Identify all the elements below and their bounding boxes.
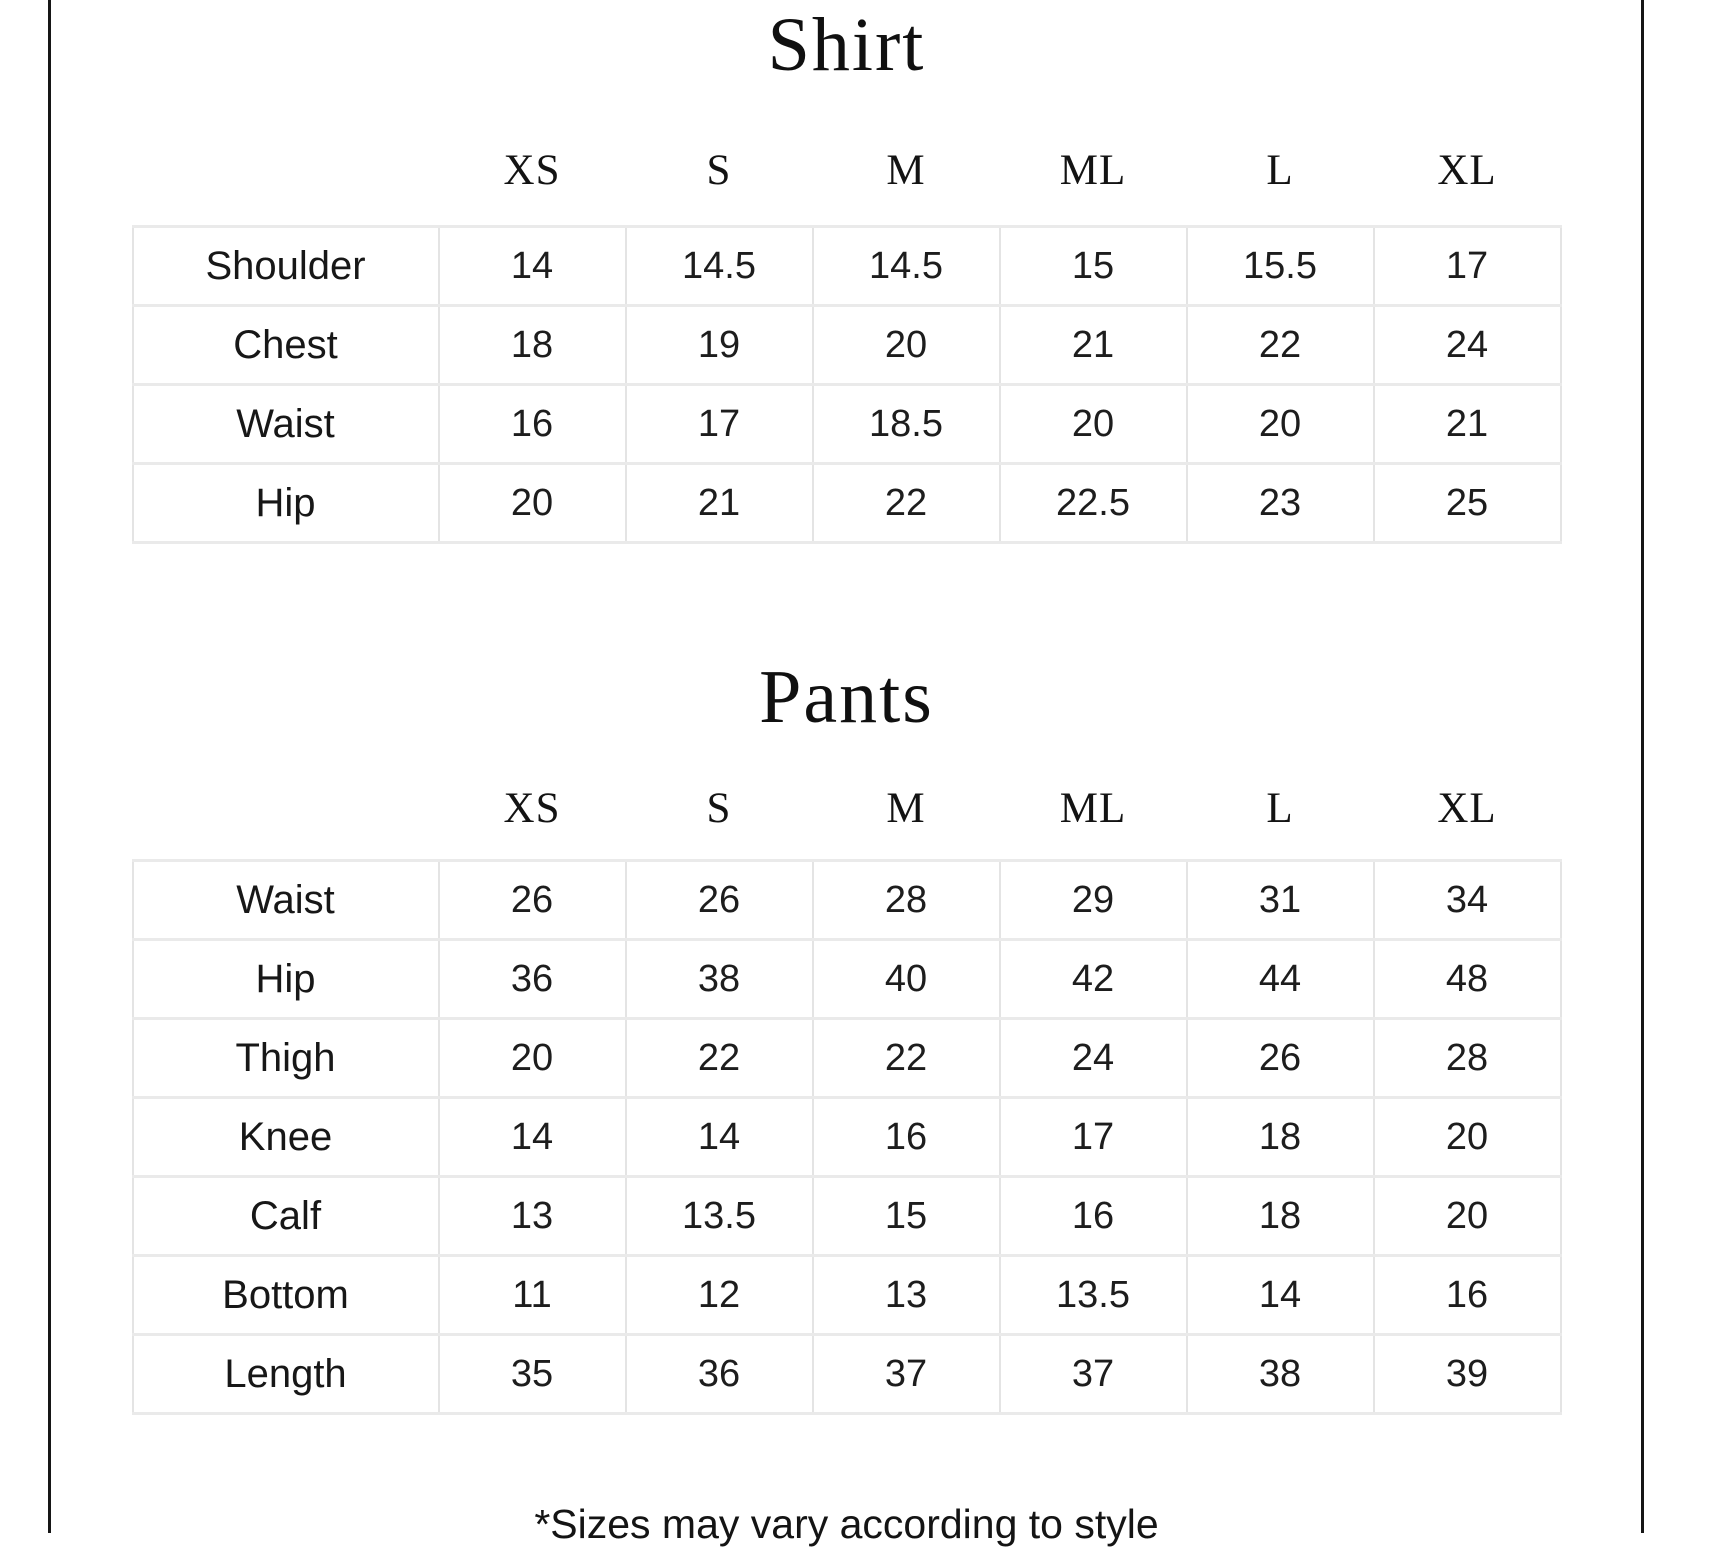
size-value: 13.5 [1000,1256,1187,1335]
measurement-row-hip [133,940,1561,1019]
measurement-row-chest [133,306,1561,385]
size-value: 20 [439,1019,626,1098]
size-value: 18 [1187,1098,1374,1177]
size-value: 36 [626,1335,813,1414]
size-value: 16 [813,1098,1000,1177]
size-value: 13 [439,1177,626,1256]
pants-size-header-row [133,740,1561,861]
size-value: 15.5 [1187,227,1374,306]
size-column-header: XL [1437,147,1497,195]
pants-size-table [132,740,1562,1416]
measurement-row-waist [133,861,1561,940]
row-label: Calf [133,1177,439,1256]
size-value: 22.5 [1000,464,1187,543]
size-value: 21 [626,464,813,543]
size-value: 19 [626,306,813,385]
size-value: 18 [439,306,626,385]
size-value: 14.5 [626,227,813,306]
size-value: 48 [1374,940,1561,1019]
size-value: 28 [1374,1019,1561,1098]
size-value: 29 [1000,861,1187,940]
size-value: 26 [1187,1019,1374,1098]
shirt-size-table [132,88,1562,545]
size-column-header: ML [1059,785,1127,833]
size-value: 26 [626,861,813,940]
measurement-row-waist [133,385,1561,464]
pants-section [52,656,1641,1415]
shirt-size-header-row [133,88,1561,227]
size-value: 17 [1000,1098,1187,1177]
size-value: 21 [1374,385,1561,464]
size-value: 22 [813,1019,1000,1098]
size-column-header: S [706,147,732,195]
row-label: Thigh [133,1019,439,1098]
row-label: Length [133,1335,439,1414]
size-value: 17 [626,385,813,464]
size-column-header: L [1266,785,1294,833]
row-label: Knee [133,1098,439,1177]
size-value: 31 [1187,861,1374,940]
size-value: 13 [813,1256,1000,1335]
measurement-row-thigh [133,1019,1561,1098]
size-value: 20 [1374,1177,1561,1256]
size-value: 22 [626,1019,813,1098]
size-value: 21 [1000,306,1187,385]
page-border-right [1641,0,1644,1533]
size-value: 16 [1000,1177,1187,1256]
size-value: 37 [1000,1335,1187,1414]
size-value: 22 [1187,306,1374,385]
size-column-header: M [886,785,926,833]
row-label: Waist [133,385,439,464]
size-column-header: XL [1437,785,1497,833]
size-value: 17 [1374,227,1561,306]
measurement-row-shoulder [133,227,1561,306]
size-value: 11 [439,1256,626,1335]
corner-cell [133,740,439,861]
size-column-header: XS [503,147,561,195]
row-label: Hip [133,940,439,1019]
size-value: 23 [1187,464,1374,543]
page-border-left [48,0,51,1533]
size-value: 18.5 [813,385,1000,464]
size-value: 38 [1187,1335,1374,1414]
measurement-row-length [133,1335,1561,1414]
size-value: 25 [1374,464,1561,543]
size-column-header: M [886,147,926,195]
measurement-row-bottom [133,1256,1561,1335]
size-value: 14.5 [813,227,1000,306]
size-value: 40 [813,940,1000,1019]
page-content [52,0,1641,1548]
pants-title: Pants [759,655,934,740]
size-column-header: XS [503,785,561,833]
size-value: 36 [439,940,626,1019]
shirt-section [52,4,1641,544]
size-value: 39 [1374,1335,1561,1414]
size-value: 37 [813,1335,1000,1414]
size-value: 44 [1187,940,1374,1019]
size-value: 42 [1000,940,1187,1019]
size-value: 14 [439,227,626,306]
row-label: Chest [133,306,439,385]
size-value: 20 [813,306,1000,385]
size-column-header: ML [1059,147,1127,195]
size-value: 38 [626,940,813,1019]
size-value: 15 [1000,227,1187,306]
size-value: 20 [1000,385,1187,464]
size-value: 34 [1374,861,1561,940]
size-value: 24 [1000,1019,1187,1098]
row-label: Shoulder [133,227,439,306]
size-value: 35 [439,1335,626,1414]
corner-cell [133,88,439,227]
size-value: 20 [1187,385,1374,464]
size-column-header: L [1266,147,1294,195]
row-label: Waist [133,861,439,940]
size-value: 16 [439,385,626,464]
measurement-row-hip [133,464,1561,543]
shirt-title: Shirt [767,3,926,87]
size-value: 20 [1374,1098,1561,1177]
size-value: 28 [813,861,1000,940]
row-label: Hip [133,464,439,543]
row-label: Bottom [133,1256,439,1335]
size-value: 15 [813,1177,1000,1256]
size-value: 14 [1187,1256,1374,1335]
size-value: 13.5 [626,1177,813,1256]
footnote: *Sizes may vary according to style [534,1501,1159,1548]
size-value: 14 [626,1098,813,1177]
size-value: 26 [439,861,626,940]
size-value: 22 [813,464,1000,543]
measurement-row-knee [133,1098,1561,1177]
size-value: 16 [1374,1256,1561,1335]
size-column-header: S [706,785,732,833]
size-value: 18 [1187,1177,1374,1256]
measurement-row-calf [133,1177,1561,1256]
size-value: 24 [1374,306,1561,385]
size-value: 12 [626,1256,813,1335]
size-value: 20 [439,464,626,543]
size-value: 14 [439,1098,626,1177]
